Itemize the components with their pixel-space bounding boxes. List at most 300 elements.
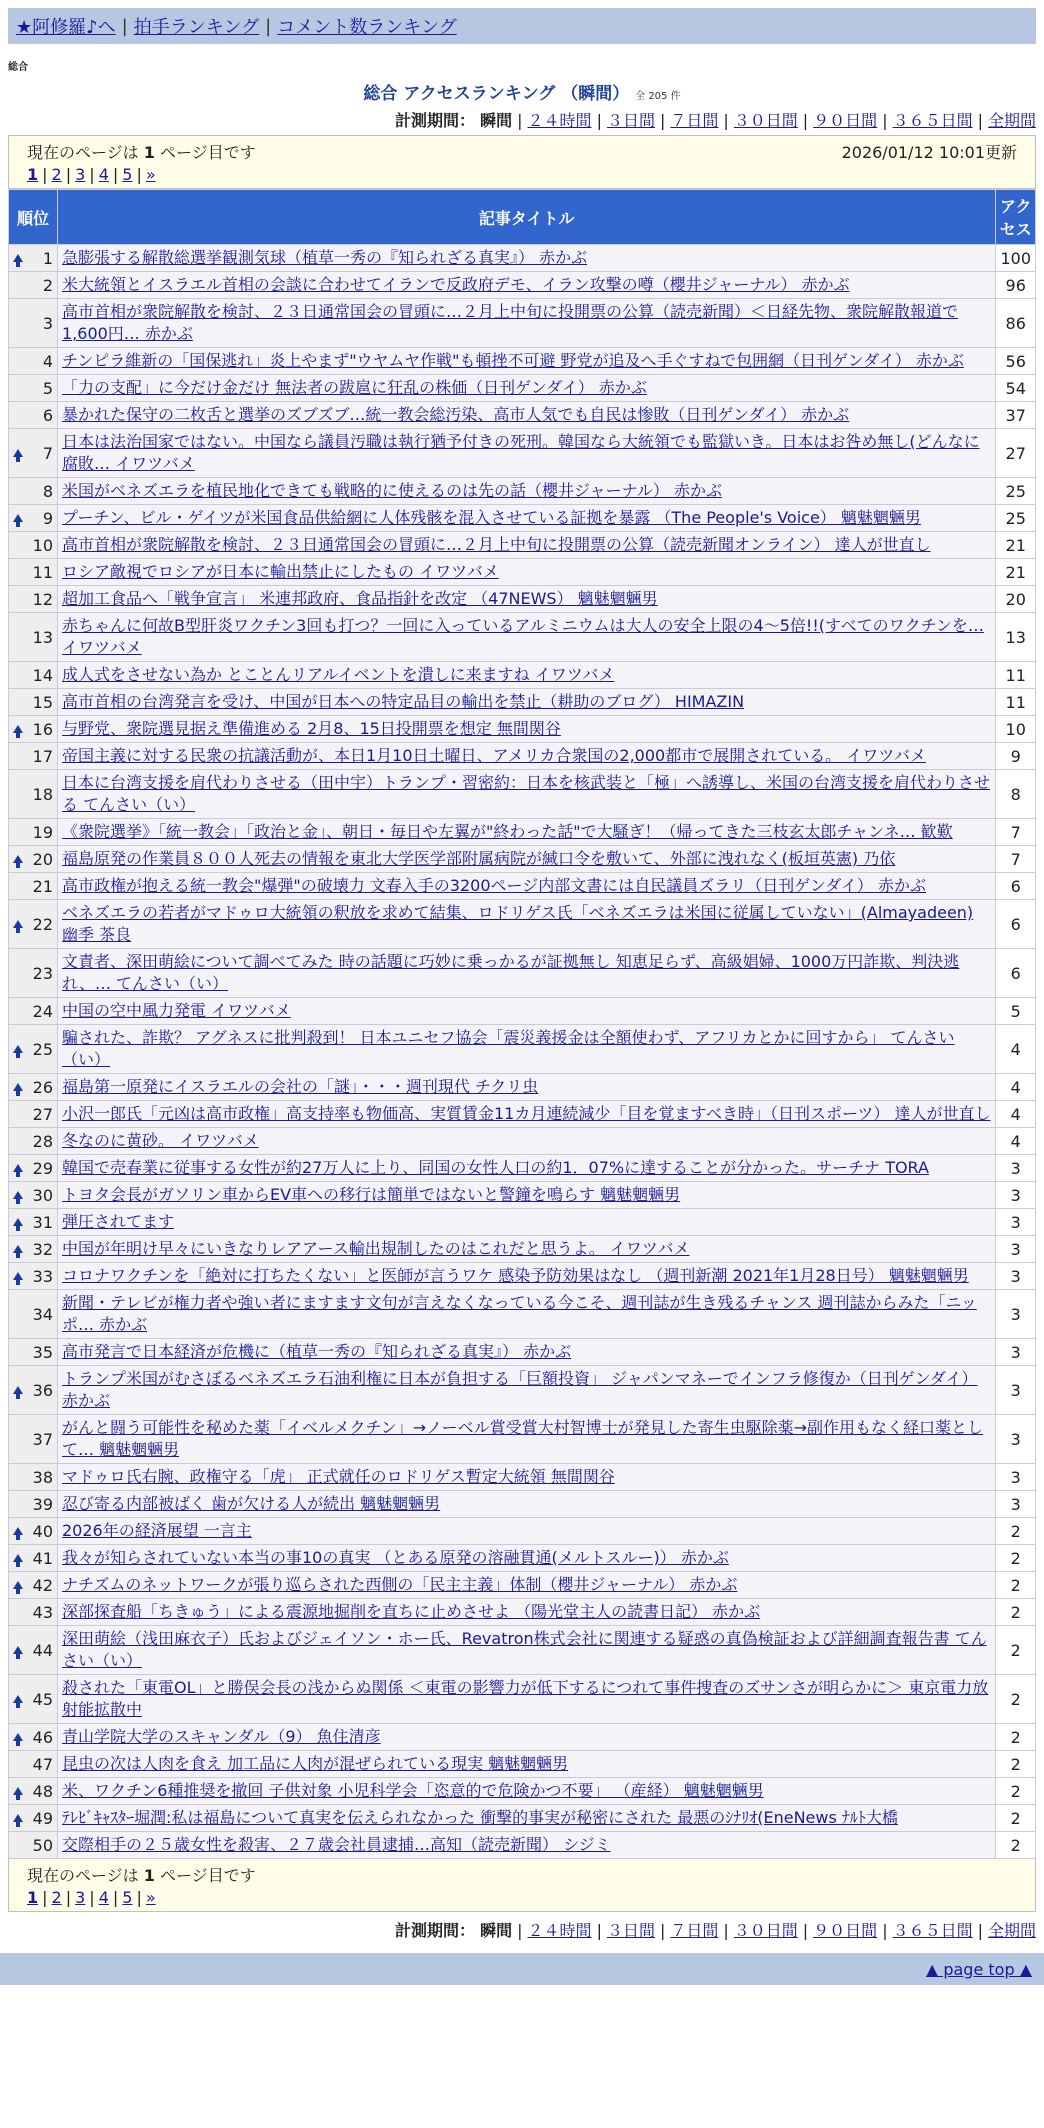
rank-cell [9,1626,58,1675]
table-row [9,716,1036,743]
pagination-box-top [8,135,1036,189]
rank-number: 16 [32,719,53,739]
access-count: 2 [996,1626,1036,1675]
access-count: 2 [996,1805,1036,1832]
article-link[interactable]: 小沢一郎氏「元凶は高市政権」高支持率も物価高、実質賃金11カ月連続減少「目を覚ますべき時」（日刊スポーツ） 達人が世直し [62,1104,991,1123]
rank-cell [9,1101,58,1128]
title-cell [58,1572,996,1599]
rank-number: 24 [32,1001,53,1021]
total-count: 全 205 件 [635,91,681,102]
page-separator: | [89,1888,95,1907]
access-count: 2 [996,1724,1036,1751]
article-link[interactable]: 深田萌絵（浅田麻衣子）氏およびジェイソン・ホー氏、Revatron株式会社に関連する疑惑の真偽検証および詳細調査報告書 てんさい（い） [62,1629,987,1670]
title-cell [58,478,996,505]
article-link[interactable]: 中国が年明け早々にいきなりレアアース輸出規制したのはこれだと思うよ。 イワツバメ [62,1239,690,1258]
rank-cell [9,1464,58,1491]
article-link[interactable]: 冬なのに黄砂。 イワツバメ [62,1131,259,1150]
rank-number: 29 [32,1158,53,1178]
title-cell [58,1751,996,1778]
rank-number: 35 [32,1342,53,1362]
period-option[interactable]: ９０日間 [813,1921,878,1940]
period-separator: | [977,111,983,130]
clap-ranking-link[interactable]: 拍手ランキング [133,17,260,38]
period-option[interactable]: ３０日間 [733,1921,798,1940]
article-link[interactable]: 青山学院大学のスキャンダル（9） 魚住清彦 [62,1727,381,1746]
rank-up-arrow-icon [13,1787,23,1795]
access-count: 25 [996,505,1036,532]
rank-cell [9,478,58,505]
period-option[interactable]: ２４時間 [527,111,592,130]
access-count: 3 [996,1491,1036,1518]
rank-cell [9,375,58,402]
rank-number: 20 [32,849,53,869]
period-option: 瞬間 [480,1921,513,1940]
rank-number: 36 [32,1380,53,1400]
page-separator: | [65,1888,72,1907]
article-link[interactable]: プーチン、ビル・ゲイツが米国食品供給網に人体残骸を混入させている証拠を暴露 （The People's Voice） 魑魅魍魎男 [62,508,921,527]
table-row [9,1724,1036,1751]
period-option[interactable]: ３日間 [606,1921,655,1940]
table-row [9,1778,1036,1805]
period-option[interactable]: ９０日間 [813,111,878,130]
access-count: 3 [996,1464,1036,1491]
access-count: 25 [996,478,1036,505]
rank-number: 50 [32,1835,53,1855]
table-row [9,1182,1036,1209]
next-page-link[interactable]: » [145,165,156,184]
rank-up-arrow-icon [13,1272,23,1280]
title-cell [58,1805,996,1832]
page-separator: | [112,165,119,184]
table-row [9,873,1036,900]
rank-cell [9,689,58,716]
top-nav-bar [8,8,1036,44]
article-link[interactable]: 赤ちゃんに何故B型肝炎ワクチン3回も打つ？一回に入っているアルミニウムは大人の安全上限の4～5倍!!(すべてのワクチンを… イワツバメ [62,616,984,657]
table-row [9,1491,1036,1518]
home-link[interactable]: ★阿修羅♪へ [16,17,116,38]
page-link[interactable]: 2 [51,165,62,184]
title-cell [58,1832,996,1859]
page-separator: | [136,165,142,184]
access-count: 11 [996,689,1036,716]
title-cell [58,429,996,478]
access-count: 86 [996,299,1036,348]
title-cell [58,1074,996,1101]
article-link[interactable]: 帝国主義に対する民衆の抗議活動が、本日1月10日土曜日、アメリカ合衆国の2,000都市で展開されている。 イワツバメ [62,746,926,765]
period-separator: | [659,111,666,130]
access-count: 7 [996,846,1036,873]
article-link[interactable]: 米、ワクチン6種推奨を撤回 子供対象 小児科学会「恣意的で危険かつ不要」 （産経） 魑魅魍魎男 [62,1781,764,1800]
rank-number: 45 [32,1689,53,1709]
article-link[interactable]: マドゥロ氏右腕、政権守る「虎」 正式就任のロドリゲス暫定大統領 無間関谷 [62,1467,615,1486]
article-link[interactable]: 高市首相が衆院解散を検討、２３日通常国会の冒頭に…２月上中旬に投開票の公算（読売新聞オンライン） 達人が世直し [62,535,931,554]
table-row [9,900,1036,949]
rank-cell [9,1128,58,1155]
period-separator: | [517,1921,523,1940]
rank-number: 41 [32,1548,53,1568]
article-link[interactable]: ﾃﾚﾋﾞｷｬｽﾀｰ堀潤:私は福島について真実を伝えられなかった 衝撃的事実が秘密にされた 最悪のｼﾅﾘｵ(EneNews ﾅﾙﾄ大橋 [62,1808,898,1827]
article-link[interactable]: 弾圧されてます [62,1212,175,1231]
rank-number: 14 [32,665,53,685]
rank-number: 40 [32,1521,53,1541]
title-cell [58,1101,996,1128]
article-link[interactable]: 成人式をさせない為か とことんリアルイベントを潰しに来ますね イワツバメ [62,665,615,684]
rank-cell [9,272,58,299]
next-page-link[interactable]: » [145,1888,156,1907]
article-link[interactable]: ロシア敵視でロシアが日本に輸出禁止にしたもの イワツバメ [62,562,499,581]
article-link[interactable]: 「力の支配」に今だけ金だけ 無法者の跋扈に狂乱の株価（日刊ゲンダイ） 赤かぶ [62,378,647,397]
period-option[interactable]: ３０日間 [733,111,798,130]
table-row [9,613,1036,662]
rank-number: 43 [32,1602,53,1622]
article-link[interactable]: 福島第一原発にイスラエルの会社の「謎」・・・週刊現代 チクリ虫 [62,1077,539,1096]
access-count: 2 [996,1545,1036,1572]
access-count: 10 [996,716,1036,743]
title-cell [58,505,996,532]
rank-up-arrow-icon [13,449,23,457]
page-separator: | [112,1888,119,1907]
title-cell [58,1182,996,1209]
access-count: 2 [996,1599,1036,1626]
current-page-text: 現在のページは 1 ページ目です [27,1866,256,1885]
access-count: 4 [996,1025,1036,1074]
title-cell [58,299,996,348]
rank-cell [9,1415,58,1464]
article-link[interactable]: 深部探査船「ちきゅう」による震源地掘削を直ちに止めさせよ （陽光堂主人の読書日記） 赤かぶ [62,1602,761,1621]
title-cell [58,1599,996,1626]
access-count: 54 [996,375,1036,402]
title-cell [58,716,996,743]
title-cell [58,998,996,1025]
current-page-text: 現在のページは 1 ページ目です [27,143,256,162]
rank-cell [9,1675,58,1724]
period-separator: | [977,1921,983,1940]
rank-cell [9,1491,58,1518]
title-cell [58,1209,996,1236]
title-cell [58,1724,996,1751]
table-row [9,272,1036,299]
table-row [9,689,1036,716]
article-link[interactable]: 我々が知らされていない本当の事10の真実 （とある原発の溶融貫通(メルトスルー)） 赤かぶ [62,1548,729,1567]
article-link[interactable]: 《衆院選挙》「統一教会」「政治と金」、朝日・毎日や左翼が"終わった話"で大騒ぎ！（帰ってきた三枝玄太郎チャンネ… 歓歎 [62,822,953,841]
rank-number: 21 [32,876,53,896]
ranking-table [8,189,1036,1859]
rank-number: 17 [32,746,53,766]
period-separator: | [882,1921,888,1940]
rank-number: 15 [32,692,53,712]
rank-cell [9,1751,58,1778]
access-count: 3 [996,1236,1036,1263]
rank-number: 46 [32,1727,53,1747]
rank-cell [9,1339,58,1366]
rank-up-arrow-icon [13,1733,23,1741]
table-row [9,1572,1036,1599]
article-link[interactable]: トランプ米国がむさぼるベネズエラ石油利権に日本が負担する「巨額投資」 ジャパンマネーでインフラ修復か（日刊ゲンダイ） 赤かぶ [62,1369,978,1410]
title-cell [58,1491,996,1518]
article-link[interactable]: 騙された、詐欺？ アグネスに批判殺到！ 日本ユニセフ協会「震災義援金は全額使わず、アフリカとかに回すから」 てんさい（い） [62,1028,955,1069]
article-link[interactable]: 交際相手の２５歳女性を殺害、２７歳会社員逮捕…高知（読売新聞） シジミ [62,1835,611,1854]
rank-number: 48 [32,1781,53,1801]
access-count: 8 [996,770,1036,819]
page-link[interactable]: 4 [98,1888,109,1907]
page-top-link[interactable]: ▲ page top ▲ [925,1959,1032,1979]
article-link[interactable]: 文責者、深田萌絵について調べてみた 時の話題に巧妙に乗っかるが証拠無し 知恵足らず、高級娼婦、1000万円詐欺、判決逃れ、… てんさい（い） [62,952,960,993]
table-row [9,532,1036,559]
rank-cell [9,1155,58,1182]
page-link[interactable]: 4 [98,165,109,184]
access-count: 6 [996,873,1036,900]
nav-separator: | [121,15,128,37]
rank-cell [9,770,58,819]
footer-bar [0,1953,1044,1985]
title-cell [58,1675,996,1724]
rank-number: 12 [32,589,53,609]
access-count: 7 [996,819,1036,846]
table-row [9,846,1036,873]
rank-cell [9,245,58,272]
title-cell [58,559,996,586]
article-link[interactable]: 新聞・テレビが権力者や強い者にますます文句が言えなくなっている今こそ、週刊誌が生き残るチャンス 週刊誌からみた「ニッポ… 赤かぶ [62,1293,977,1334]
table-row [9,245,1036,272]
period-option[interactable]: ７日間 [670,1921,719,1940]
table-row [9,1155,1036,1182]
page-separator: | [42,1888,48,1907]
access-count: 2 [996,1572,1036,1599]
access-count: 4 [996,1101,1036,1128]
rank-number: 42 [32,1575,53,1595]
period-option: 瞬間 [480,111,513,130]
article-link[interactable]: 高市首相が衆院解散を検討、２３日通常国会の冒頭に…２月上中旬に投開票の公算（読売新聞）＜日経先物、衆院解散報道で1,600円… 赤かぶ [62,302,959,343]
page-link[interactable]: 5 [122,1888,133,1907]
page-link[interactable]: 1 [27,1888,39,1907]
rank-cell [9,559,58,586]
rank-cell [9,1236,58,1263]
access-count: 13 [996,613,1036,662]
period-separator: | [596,1921,602,1940]
access-count: 9 [996,743,1036,770]
rank-number: 37 [32,1429,53,1449]
article-link[interactable]: トヨタ会長がガソリン車からEV車への移行は簡単ではないと警鐘を鳴らす 魑魅魍魎男 [62,1185,681,1204]
access-count: 27 [996,429,1036,478]
rank-number: 4 [42,351,53,371]
rank-up-arrow-icon [13,1581,23,1589]
article-link[interactable]: 高市政権が抱える統一教会"爆弾"の破壊力 文春入手の3200ページ内部文書には自民議員ズラリ（日刊ゲンダイ） 赤かぶ [62,876,927,895]
page-separator: | [89,165,95,184]
rank-cell [9,1074,58,1101]
article-link[interactable]: ベネズエラの若者がマドゥロ大統領の釈放を求めて結集、ロドリゲス氏「ベネズエラは米国に従属していない」(Almayadeen) 幽季 茶良 [62,903,974,944]
table-row [9,1209,1036,1236]
period-option[interactable]: ７日間 [670,111,719,130]
article-link[interactable]: 高市首相の台湾発言を受け、中国が日本への特定品目の輸出を禁止（耕助のブログ） HIMAZIN [62,692,745,711]
access-count: 2 [996,1832,1036,1859]
rank-up-arrow-icon [13,1386,23,1394]
rank-cell [9,846,58,873]
period-option[interactable]: 全期間 [987,1921,1036,1940]
access-count: 3 [996,1339,1036,1366]
rank-number: 19 [32,822,53,842]
table-row [9,375,1036,402]
article-link[interactable]: 米大統領とイスラエル首相の会談に合わせてイランで反政府デモ、イラン攻撃の噂（櫻井ジャーナル） 赤かぶ [62,275,850,294]
rank-number: 11 [32,562,53,582]
article-link[interactable]: 殺された「東電OL」と勝俣会長の浅からぬ関係 ＜東電の影響力が低下するにつれて事件捜査のズサンさが明らかに＞ 東京電力放射能拡散中 [62,1678,989,1719]
article-link[interactable]: 中国の空中風力発電 イワツバメ [62,1001,291,1020]
table-row [9,1236,1036,1263]
rank-up-arrow-icon [13,1695,23,1703]
access-count: 21 [996,559,1036,586]
rank-cell [9,1724,58,1751]
page-title [8,79,1036,104]
title-cell [58,1263,996,1290]
access-count: 56 [996,348,1036,375]
title-cell [58,1545,996,1572]
table-row [9,662,1036,689]
table-row [9,949,1036,998]
page-links [27,165,1017,184]
table-row [9,505,1036,532]
rank-number: 18 [32,784,53,804]
title-cell [58,770,996,819]
article-link[interactable]: ナチズムのネットワークが張り巡らされた西側の「民主主義」体制（櫻井ジャーナル） 赤かぶ [62,1575,738,1594]
title-cell [58,1339,996,1366]
access-count: 100 [996,245,1036,272]
table-row [9,770,1036,819]
title-cell [58,1366,996,1415]
rank-number: 5 [42,378,53,398]
title-cell [58,1155,996,1182]
title-cell [58,743,996,770]
rank-cell [9,299,58,348]
rank-number: 49 [32,1808,53,1828]
rank-cell [9,1778,58,1805]
article-link[interactable]: 日本は法治国家ではない。中国なら議員汚職は執行猶予付きの死刑。韓国なら大統領でも監獄いき。日本はお咎め無し(どんなに腐敗… イワツバメ [62,432,980,473]
rank-number: 33 [32,1266,53,1286]
rank-cell [9,662,58,689]
rank-cell [9,586,58,613]
article-link[interactable]: 高市発言で日本経済が危機に（植草一秀の『知られざる真実』） 赤かぶ [62,1342,572,1361]
article-link[interactable]: 急膨張する解散総選挙観測気球（植草一秀の『知られざる真実』） 赤かぶ [62,248,588,267]
article-link[interactable]: 忍び寄る内部被ばく 歯が欠ける人が続出 魑魅魍魎男 [62,1494,441,1513]
period-option[interactable]: ３６５日間 [892,111,973,130]
article-link[interactable]: 米国がベネズエラを植民地化できても戦略的に使えるのは先の話（櫻井ジャーナル） 赤かぶ [62,481,722,500]
title-cell [58,613,996,662]
article-link[interactable]: 日本に台湾支援を肩代わりさせる（田中宇）トランプ・習密約：日本を核武装と「極」へ誘導し、米国の台湾支援を肩代わりさせる てんさい（い） [62,773,991,814]
table-row [9,1675,1036,1724]
col-rank-header: 順位 [9,190,58,245]
access-count: 20 [996,586,1036,613]
table-row [9,348,1036,375]
article-link[interactable]: 超加工食品へ「戦争宣言」 米連邦政府、食品指針を改定 （47NEWS） 魑魅魍魎男 [62,589,658,608]
article-link[interactable]: 2026年の経済展望 一言主 [62,1521,252,1540]
rank-cell [9,1518,58,1545]
rank-up-arrow-icon [13,514,23,522]
period-option[interactable]: ３日間 [606,111,655,130]
article-link[interactable]: 暴かれた保守の二枚舌と選挙のズブズブ…統一教会総汚染、高市人気でも自民は惨敗（日刊ゲンダイ） 赤かぶ [62,405,850,424]
rank-cell [9,1366,58,1415]
rank-cell [9,743,58,770]
table-row [9,1339,1036,1366]
rank-up-arrow-icon [13,725,23,733]
title-cell [58,662,996,689]
access-count: 11 [996,662,1036,689]
period-option[interactable]: 全期間 [987,111,1036,130]
rank-cell [9,1572,58,1599]
period-separator: | [723,1921,729,1940]
period-separator: | [802,111,809,130]
title-cell [58,375,996,402]
title-cell [58,348,996,375]
table-row [9,586,1036,613]
rank-cell [9,819,58,846]
period-separator: | [517,111,523,130]
article-link[interactable]: コロナワクチンを「絶対に打ちたくない」と医師が言うワケ 感染予防効果はなし （週刊新潮 2021年1月28日号） 魑魅魍魎男 [62,1266,969,1285]
page-links [27,1888,1017,1907]
rank-up-arrow-icon [13,1814,23,1822]
rank-cell [9,1832,58,1859]
title-cell [58,1290,996,1339]
rank-cell [9,1182,58,1209]
period-separator: | [659,1921,666,1940]
rank-cell [9,429,58,478]
rank-number: 26 [32,1077,53,1097]
rank-cell [9,532,58,559]
article-link[interactable]: がんと闘う可能性を秘めた薬「イベルメクチン」→ノーベル賞受賞大村智博士が発見した寄生虫駆除薬→副作用もなく経口薬として… 魑魅魍魎男 [62,1418,984,1459]
rank-number: 38 [32,1467,53,1487]
table-row [9,1025,1036,1074]
comment-ranking-link[interactable]: コメント数ランキング [277,17,457,38]
nav-separator: | [265,15,272,37]
page-separator: | [136,1888,142,1907]
access-count: 3 [996,1366,1036,1415]
page-link[interactable]: 3 [75,1888,86,1907]
rank-number: 3 [42,313,53,333]
rank-cell [9,613,58,662]
access-count: 21 [996,532,1036,559]
access-count: 4 [996,1128,1036,1155]
page-link[interactable]: 2 [51,1888,62,1907]
rank-up-arrow-icon [13,254,23,262]
table-row [9,1101,1036,1128]
access-count: 5 [996,998,1036,1025]
article-link[interactable]: 与野党、衆院選見据え準備進める 2月8、15日投開票を想定 無間関谷 [62,719,561,738]
period-option[interactable]: ２４時間 [527,1921,592,1940]
table-row [9,1518,1036,1545]
page-link[interactable]: 5 [122,165,133,184]
title-cell [58,1626,996,1675]
title-cell [58,949,996,998]
page-link[interactable]: 3 [75,165,86,184]
rank-number: 23 [32,963,53,983]
table-row [9,1074,1036,1101]
table-row [9,819,1036,846]
article-link[interactable]: 昆虫の次は人肉を食え 加工品に人肉が混ぜられている現実 魑魅魍魎男 [62,1754,569,1773]
page-link[interactable]: 1 [27,165,39,184]
period-separator: | [802,1921,809,1940]
article-link[interactable]: チンピラ維新の「国保逃れ」炎上やまず"ウヤムヤ作戦"も頓挫不可避 野党が追及へ手ぐすねで包囲網（日刊ゲンダイ） 赤かぶ [62,351,964,370]
period-option[interactable]: ３６５日間 [892,1921,973,1940]
table-row [9,1366,1036,1415]
access-count: 2 [996,1675,1036,1724]
period-separator: | [596,111,602,130]
table-row [9,1832,1036,1859]
article-link[interactable]: 福島原発の作業員８００人死去の情報を東北大学医学部附属病院が緘口令を敷いて、外部に洩れなく(板垣英憲) 乃依 [62,849,896,868]
article-link[interactable]: 韓国で売春業に従事する女性が約27万人に上り、同国の女性人口の約1．07%に達することが分かった。サーチナ TORA [62,1158,929,1177]
rank-up-arrow-icon [13,1083,23,1091]
rank-number: 1 [42,248,53,268]
period-items [480,1921,1036,1940]
rank-number: 32 [32,1239,53,1259]
title-cell [58,873,996,900]
col-title-header: 記事タイトル [58,190,996,245]
